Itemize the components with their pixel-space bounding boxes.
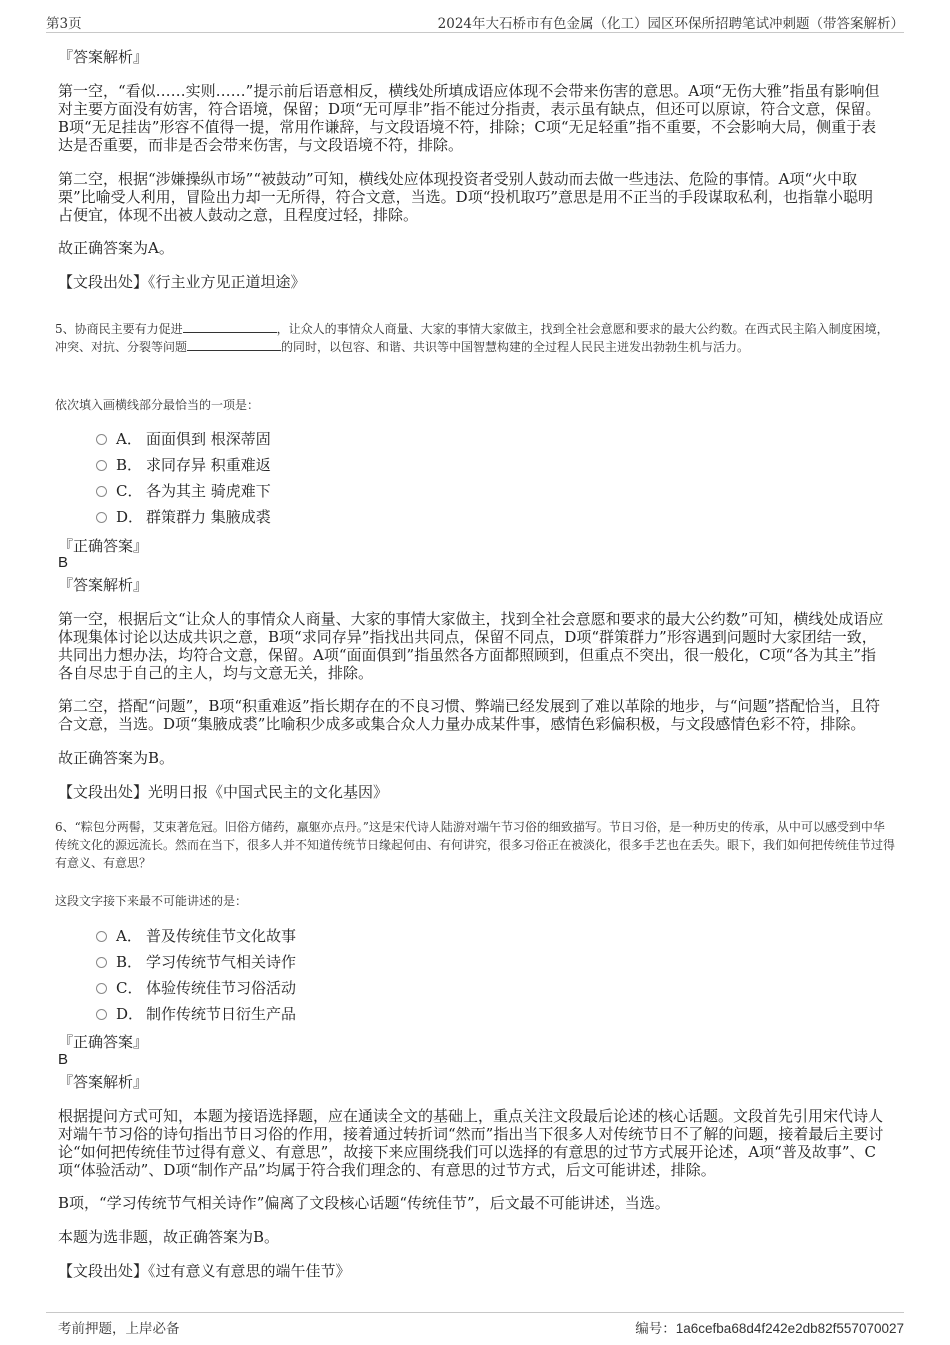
q5-analysis-label: 『答案解析』 — [58, 576, 149, 594]
q5-answer-label: 『正确答案』 — [58, 537, 149, 555]
q4-conclusion: 故正确答案为A。 — [58, 239, 174, 257]
radio-icon[interactable] — [96, 434, 107, 445]
page-header — [46, 12, 904, 33]
q5-analysis-paragraph-2: 第二空，搭配“问题”，B项“积重难返”指长期存在的不良习惯、弊端已经发展到了难以革除的地步，与“问题”搭配恰当，且符合文意，当选。D项“集腋成裘”比喻积少成多或集合众人力量办成某件事，感情色彩偏积极，与文段感情色彩不符，排除。 — [58, 697, 881, 733]
q5-blank-2 — [187, 338, 281, 351]
q5-answer: B — [58, 554, 69, 571]
document-title: 2024年大石桥市有色金属（化工）园区环保所招聘笔试冲刺题（带答案解析） — [437, 16, 904, 32]
q5-source: 【文段出处】光明日报《中国式民主的文化基因》 — [58, 783, 389, 801]
q6-stem: 6、“粽包分两髻，艾束著危冠。旧俗方储药，羸躯亦点丹。”这是宋代诗人陆游对端午节习俗的细致描写。节日习俗，是一种历史的传承，从中可以感受到中华传统文化的源远流长。然而在当下，很多人并不知道传统节日缘起何由、有何讲究，很多习俗正在被淡化，很多手艺也在丢失。眼下，我们如何把传统佳节过得有意义、有意思？ — [55, 820, 896, 870]
q5-option-a[interactable]: A． 面面俱到 根深蒂固 — [96, 429, 271, 449]
q6-option-d[interactable]: D． 制作传统节日衍生产品 — [96, 1004, 296, 1024]
radio-icon[interactable] — [96, 957, 107, 968]
q4-analysis-label: 『答案解析』 — [58, 48, 149, 66]
q5-option-c[interactable]: C． 各为其主 骑虎难下 — [96, 481, 271, 501]
radio-icon[interactable] — [96, 512, 107, 523]
q6-option-c[interactable]: C． 体验传统佳节习俗活动 — [96, 978, 296, 998]
q5-analysis-paragraph-1: 第一空，根据后文“让众人的事情众人商量、大家的事情大家做主，找到全社会意愿和要求的最大公约数”可知，横线处成语应体现集体讨论以达成共识之意，B项“求同存异”指找出共同点，保留不同点，D项“群策群力”形容遇到问题时大家团结一致，共同出力想办法，均符合文意，保留。A项“面面俱到”指虽然各方面都照顾到，但重点不突出，很一般化，C项“各为其主”指各自尽忠于自己的主人，均与文意无关，排除。 — [58, 610, 884, 682]
q5-prompt: 依次填入画横线部分最恰当的一项是： — [55, 398, 260, 412]
q6-option-b[interactable]: B． 学习传统节气相关诗作 — [96, 952, 296, 972]
page-footer — [46, 1312, 904, 1337]
q5-option-b[interactable]: B． 求同存异 积重难返 — [96, 455, 271, 475]
q6-conclusion: 本题为选非题，故正确答案为B。 — [58, 1228, 280, 1246]
q4-analysis-paragraph-1: 第一空，“看似……实则……”提示前后语意相反，横线处所填成语应体现不会带来伤害的意思。A项“无伤大雅”指虽有影响但对主要方面没有妨害，符合语境，保留；D项“无可厚非”指不能过分指责，表示虽有缺点，但还可以原谅，符合文意，保留。B项“无足挂齿”形容不值得一提，常用作谦辞，与文段语境不符，排除；C项“无足轻重”指不重要，不会影响大局，侧重于表达是否重要，而非是否会带来伤害，与文段语境不符，排除。 — [58, 82, 881, 154]
q6-analysis-paragraph-1: 根据提问方式可知，本题为接语选择题，应在通读全文的基础上，重点关注文段最后论述的核心话题。文段首先引用宋代诗人对端午节习俗的诗句指出节日习俗的作用，接着通过转折词“然而”指出当下很多人对传统节日不了解的问题，接着最后主要讨论“如何把传统佳节过得有意义、有意思”，故接下来应围绕我们可以选择的有意思的过节方式展开论述，A项“普及故事”、C项“体验活动”、D项“制作产品”均属于符合我们理念的、有意思的过节方式，后文可能讲述，排除。 — [58, 1107, 884, 1179]
q6-analysis-paragraph-2: B项，“学习传统节气相关诗作”偏离了文段核心话题“传统佳节”，后文最不可能讲述，当选。 — [58, 1194, 670, 1212]
q5-blank-1 — [183, 320, 277, 333]
q6-answer-label: 『正确答案』 — [58, 1033, 149, 1051]
q5-option-d[interactable]: D． 群策群力 集腋成裘 — [96, 507, 271, 527]
radio-icon[interactable] — [96, 1009, 107, 1020]
q6-analysis-label: 『答案解析』 — [58, 1073, 149, 1091]
radio-icon[interactable] — [96, 460, 107, 471]
q5-conclusion: 故正确答案为B。 — [58, 749, 175, 767]
radio-icon[interactable] — [96, 486, 107, 497]
document-id: 编号：1a6cefba68d4f242e2db82f557070027 — [635, 1321, 904, 1337]
footer-slogan: 考前押题，上岸必备 — [58, 1321, 180, 1337]
q6-option-a[interactable]: A． 普及传统佳节文化故事 — [96, 926, 296, 946]
q6-prompt: 这段文字接下来最不可能讲述的是： — [55, 894, 248, 908]
q4-analysis-paragraph-2: 第二空，根据“涉嫌操纵市场”“被鼓动”可知，横线处应体现投资者受别人鼓动而去做一些违法、危险的事情。A项“火中取栗”比喻受人利用，冒险出力却一无所得，符合文意，当选。D项“投机取巧”意思是用不正当的手段谋取私利，也指靠小聪明占便宜，体现不出被人鼓动之意，且程度过轻，排除。 — [58, 170, 874, 224]
q6-answer: B — [58, 1051, 69, 1068]
q4-source: 【文段出处】《行主业方见正道坦途》 — [58, 273, 306, 291]
q6-source: 【文段出处】《过有意义有意思的端午佳节》 — [58, 1262, 351, 1280]
page-number: 第3页 — [46, 16, 82, 32]
radio-icon[interactable] — [96, 983, 107, 994]
radio-icon[interactable] — [96, 931, 107, 942]
q5-stem: 5、协商民主要有力促进 ，让众人的事情众人商量、大家的事情大家做主，找到全社会意愿和要求的最大公约数。在西式民主陷入制度困境，冲突、对抗、分裂等问题 的同时，以包容、和谐、共识等中国智慧构建的全过程人民民主迸发出勃勃生机与活力。 — [55, 322, 889, 354]
